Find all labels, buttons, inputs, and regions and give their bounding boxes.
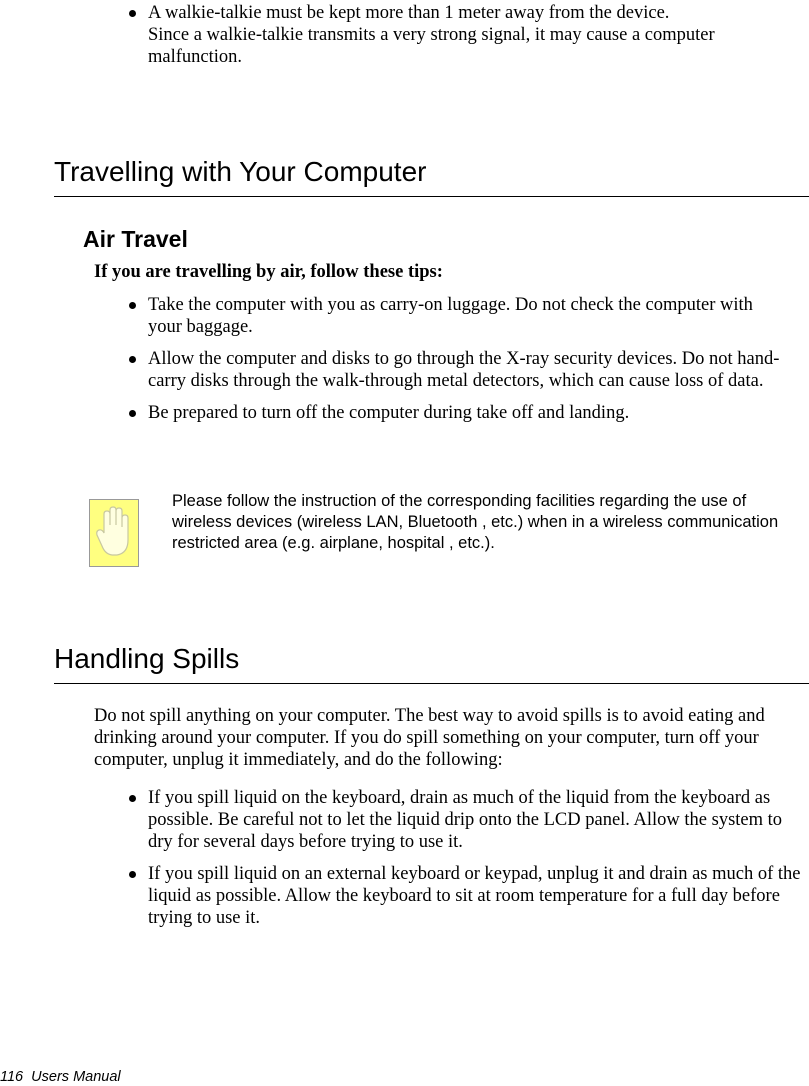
tip-text: Be prepared to turn off the computer during take off and landing.	[148, 403, 630, 423]
bullet-icon	[129, 410, 136, 417]
list-item	[122, 787, 804, 853]
list-item	[122, 348, 782, 392]
note-text: Please follow the instruction of the corresponding facilities regarding the use of wireless devices (wireless LAN, Bluetooth , etc.) when in a wireless communication restricted area (e.g. airplane, hospital , etc.).	[172, 492, 779, 552]
intro-bullet-line2: Since a walkie-talkie transmits a very strong signal, it may cause a computer malfunction.	[148, 25, 715, 67]
bullet-icon	[129, 795, 136, 802]
spills-heading: Handling Spills	[54, 643, 240, 674]
list-item	[122, 863, 804, 929]
stop-hand-icon	[90, 500, 138, 566]
list-item	[122, 402, 782, 424]
page-footer: 116 Users Manual	[0, 1069, 121, 1085]
bullet-icon	[129, 871, 136, 878]
air-travel-tips	[122, 294, 782, 424]
bullet-icon	[129, 302, 136, 309]
step-text: If you spill liquid on the keyboard, drain as much of the liquid from the keyboard as possible. Be careful not to let the liquid drip onto the LCD panel. Allow the system to dry for several days before trying to use it.	[148, 788, 783, 852]
bullet-icon	[129, 356, 136, 363]
tip-text: Take the computer with you as carry-on luggage. Do not check the computer with your baggage.	[148, 295, 753, 337]
step-text: If you spill liquid on an external keyboard or keypad, unplug it and drain as much of the liquid as possible. Allow the keyboard to sit at room temperature for a full day before trying to use it.	[148, 864, 801, 928]
list-item	[122, 294, 782, 338]
air-travel-heading: Air Travel	[83, 226, 188, 252]
intro-bullet-line1: A walkie-talkie must be kept more than 1 meter away from the device.	[148, 3, 670, 23]
intro-bullet	[122, 2, 792, 68]
spills-paragraph: Do not spill anything on your computer. The best way to avoid spills is to avoid eating and drinking around your computer. If you do spill something on your computer, turn off your computer, unplug it immediately, and do the following:	[94, 706, 765, 770]
bullet-icon	[129, 10, 136, 17]
list-item	[122, 2, 792, 68]
travel-heading-rule	[54, 196, 809, 197]
tip-text: Allow the computer and disks to go through the X-ray security devices. Do not hand-carry disks through the walk-through metal detectors, which can cause loss of data.	[148, 349, 780, 391]
air-travel-lead: If you are travelling by air, follow these tips:	[94, 262, 443, 282]
travel-heading: Travelling with Your Computer	[54, 156, 427, 187]
note-icon-box	[89, 499, 139, 567]
spills-heading-rule	[54, 683, 809, 684]
spills-steps	[122, 787, 804, 929]
